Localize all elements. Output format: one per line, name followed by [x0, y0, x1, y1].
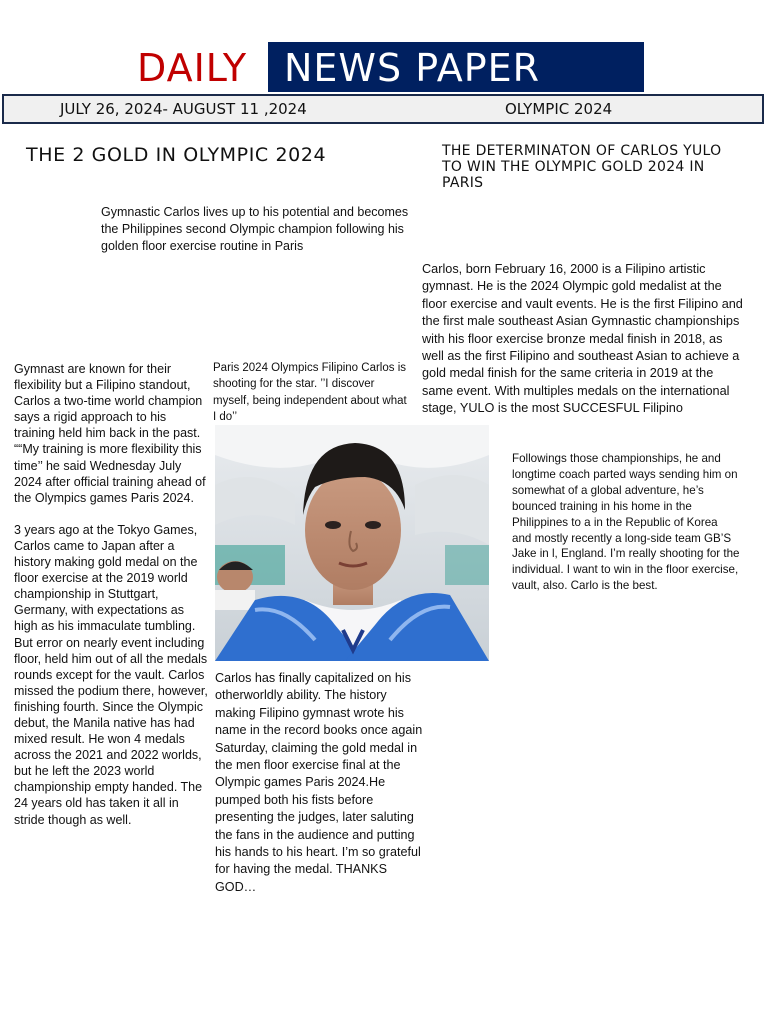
- article-left-column: [14, 361, 210, 844]
- article-right-column: Followings those championships, he and longtime coach parted ways sending him on somewhat of a global adventure, he’s bounced training in his home in the Philippines to a in the Republic of Korea and mostly recently a long-side team GB’S Jake in l, England. I’m really shooting for the individual. I want to win in the floor exercise, vault, also. Carlo is the best.: [512, 452, 740, 593]
- dateline-event: OLYMPIC 2024: [505, 100, 613, 118]
- headline-right: THE DETERMINATON OF CARLOS YULO TO WIN THE OLYMPIC GOLD 2024 IN PARIS: [442, 143, 722, 191]
- headline-left: THE 2 GOLD IN OLYMPIC 2024: [26, 144, 327, 166]
- article-bio: Carlos, born February 16, 2000 is a Filipino artistic gymnast. He is the 2024 Olympic gold medalist at the floor exercise and vault events. He is the first Filipino and the first male southeast Asian Gymnastic championships with his floor exercise bronze medal finish in 2018, as well as the first Filipino and southeast Asian to achieve a gold medal finish for the same criteria in 2019 at the same event. With multiples medals on the international stage, YULO is the most SUCCESFUL Filipino: [422, 262, 743, 416]
- article-middle-column: Carlos has finally capitalized on his otherworldly ability. The history making Filipino gymnast wrote his name in the record books once again Saturday, claiming the gold medal in the men floor exercise final at the Olympic games Paris 2024.He pumped both his fists before presenting the judges, later saluting the fans in the audience and putting his hands to his heart. I’m so grateful for having the medal. THANKS GOD…: [215, 671, 423, 894]
- left-paragraph-1: Gymnast are known for their flexibility but a Filipino standout, Carlos a two-time world champion says a rigid approach to his training held him back in the past. ““My training is more flexibility this time’’ he said Wednesday July 2024 after official training ahead of the Olympics games Paris 2024.: [14, 362, 206, 505]
- article-subhead: Gymnastic Carlos lives up to his potential and becomes the Philippines second Olympic champion following his golden floor exercise routine in Paris: [101, 205, 409, 253]
- dateline-dates: JULY 26, 2024- AUGUST 11 ,2024: [60, 100, 307, 118]
- photo-caption: Paris 2024 Olympics Filipino Carlos is shooting for the star. ’’I discover myself, being independent about what I do’’: [213, 362, 407, 424]
- masthead-news-paper: NEWS PAPER: [284, 46, 541, 90]
- left-paragraph-2: 3 years ago at the Tokyo Games, Carlos came to Japan after a history making gold medal on the floor exercise at the 2019 world championship in Stuttgart, Germany, with expectations as high as his immaculate tumbling. But error on nearly event including floor, held him out of all the medals rounds except for the vault. Carlos missed the podium there, however, finishing fourth. Since the Olympic debut, the Manila native has had mixed result. He won 4 medals across the 2021 and 2022 worlds, but he left the 2023 world championship empty handed. The 24 years old has taken it all in stride though as well.: [14, 522, 208, 827]
- athlete-photo: [215, 425, 489, 661]
- masthead-daily: DAILY: [137, 46, 248, 90]
